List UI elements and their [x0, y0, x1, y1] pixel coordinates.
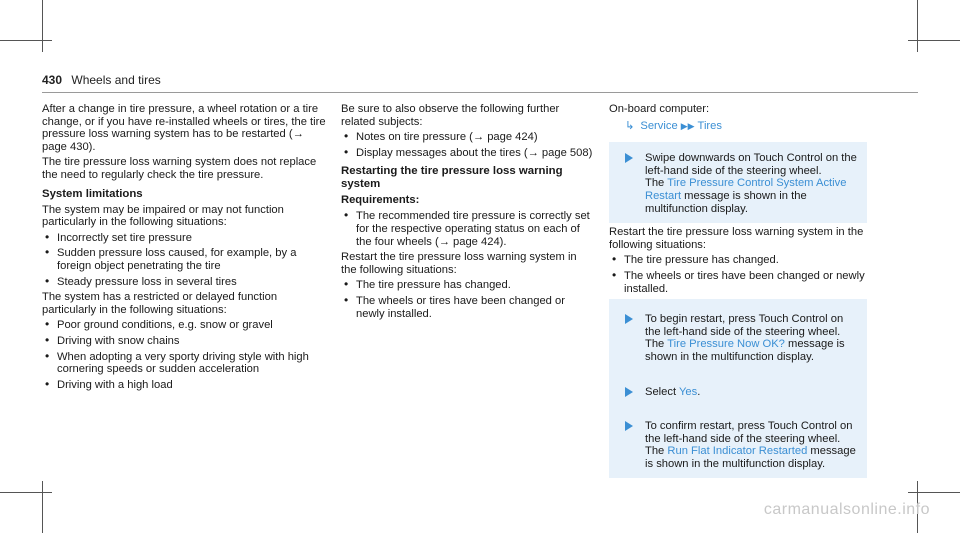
header-rule [42, 92, 918, 93]
column-1 [42, 103, 326, 394]
display-option-yes: Yes [679, 385, 698, 398]
list-item: • When adopting a very sporty driving style with high cornering speeds or sudden acceleration [45, 348, 309, 376]
page-number: 430 [42, 73, 63, 87]
step-arrow-icon [625, 387, 633, 397]
bullet-icon: • [45, 245, 50, 260]
bullet-icon: • [45, 332, 50, 347]
bullet-icon: • [45, 348, 50, 363]
crop-mark [917, 0, 918, 52]
list-item: • The tire pressure has changed. [344, 277, 511, 292]
list-item: • Driving with snow chains [45, 332, 180, 347]
list-item: • The tire pressure has changed. [612, 252, 779, 267]
enter-arrow-icon: ↳ [625, 119, 635, 132]
instruction-step: To begin restart, press Touch Control on the left-hand side of the steering wheel. The Tire Pressure Now OK? message is shown in the multifunction display. [609, 299, 867, 371]
paragraph: Be sure to also observe the following further related subjects: [341, 103, 560, 128]
list-item: • The wheels or tires have been changed or newly installed. [344, 292, 565, 320]
section-title: Wheels and tires [71, 73, 161, 87]
menu-path [625, 120, 867, 133]
display-message: Tire Pressure Now OK? [667, 338, 785, 351]
watermark: carmanualsonline.info [763, 501, 930, 518]
bullet-list [42, 229, 326, 288]
step-arrow-icon [625, 153, 633, 163]
display-message: Tire Pressure Control System Active Restart [645, 177, 847, 202]
list-item: • Sudden pressure loss caused, for example, by a foreign object penetrating the tire [45, 245, 297, 272]
column-2 [341, 103, 593, 323]
crop-mark [0, 492, 52, 493]
bullet-list [42, 319, 326, 391]
bullet-list [341, 210, 593, 248]
crop-mark [908, 40, 960, 41]
instruction-step: To confirm restart, press Touch Control on the left-hand side of the steering wheel. The Run Flat Indicator Restarted message is shown in the multifunction display. [609, 406, 867, 478]
double-chevron-icon: ▶▶ [680, 120, 695, 131]
list-item: • Incorrectly set tire pressure [45, 229, 192, 244]
heading-system-limitations: System limitations [42, 187, 143, 200]
bullet-list [341, 279, 593, 320]
paragraph: Restart the tire pressure loss warning system in the following situations: [609, 226, 864, 251]
instruction-step: Swipe downwards on Touch Control on the left-hand side of the steering wheel. The Tire Pressure Control System Active Restart message is shown in the multifunction display. [609, 142, 867, 223]
paragraph: The system has a restricted or delayed function particularly in the following situations: [42, 291, 278, 316]
bullet-list [609, 254, 867, 295]
instruction-step: Select Yes. [609, 372, 867, 407]
list-item: • Notes on tire pressure (→ page 424) [344, 129, 538, 144]
step-arrow-icon [625, 314, 633, 324]
bullet-icon: • [612, 267, 617, 282]
bullet-icon: • [45, 317, 50, 332]
bullet-list [341, 131, 593, 159]
bullet-icon: • [612, 252, 617, 267]
display-message: Run Flat Indicator Restarted [667, 445, 808, 458]
crop-mark [42, 481, 43, 533]
bullet-icon: • [344, 129, 349, 144]
bullet-icon: • [344, 277, 349, 292]
bullet-icon: • [344, 292, 349, 307]
menu-item-tires[interactable]: Tires [697, 119, 722, 132]
column-3 [609, 103, 867, 478]
crop-mark [908, 492, 960, 493]
paragraph: After a change in tire pressure, a wheel rotation or a tire change, or if you have re-installed wheels or tires, the tire pressure loss warning system has to be restarted (→ page 430). [42, 103, 326, 153]
list-item: • Driving with a high load [45, 376, 173, 391]
paragraph: The tire pressure loss warning system does not replace the need to regularly check the tire pressure. [42, 156, 317, 181]
paragraph: Restart the tire pressure loss warning system in the following situations: [341, 251, 577, 276]
step-arrow-icon [625, 421, 633, 431]
list-item: • Poor ground conditions, e.g. snow or gravel [45, 317, 273, 332]
bullet-icon: • [344, 208, 349, 223]
paragraph: The system may be impaired or may not function particularly in the following situations: [42, 203, 284, 229]
bullet-icon: • [344, 144, 349, 159]
menu-item-service[interactable]: Service [640, 119, 678, 132]
list-item: • The recommended tire pressure is correctly set for the respective operating status on each of the four wheels (→ page 424). [344, 208, 590, 248]
bullet-icon: • [45, 273, 50, 288]
bullet-icon: • [45, 376, 50, 391]
list-item: • The wheels or tires have been changed or newly installed. [612, 267, 865, 295]
heading-requirements: Requirements: [341, 194, 420, 207]
crop-mark [42, 0, 43, 52]
bullet-icon: • [45, 229, 50, 244]
list-item: • Display messages about the tires (→ page 508) [344, 144, 593, 159]
list-item: • Steady pressure loss in several tires [45, 273, 237, 288]
heading-restarting: Restarting the tire pressure loss warning system [341, 165, 563, 191]
paragraph: On-board computer: [609, 103, 710, 115]
page-header [42, 73, 161, 87]
crop-mark [0, 40, 52, 41]
